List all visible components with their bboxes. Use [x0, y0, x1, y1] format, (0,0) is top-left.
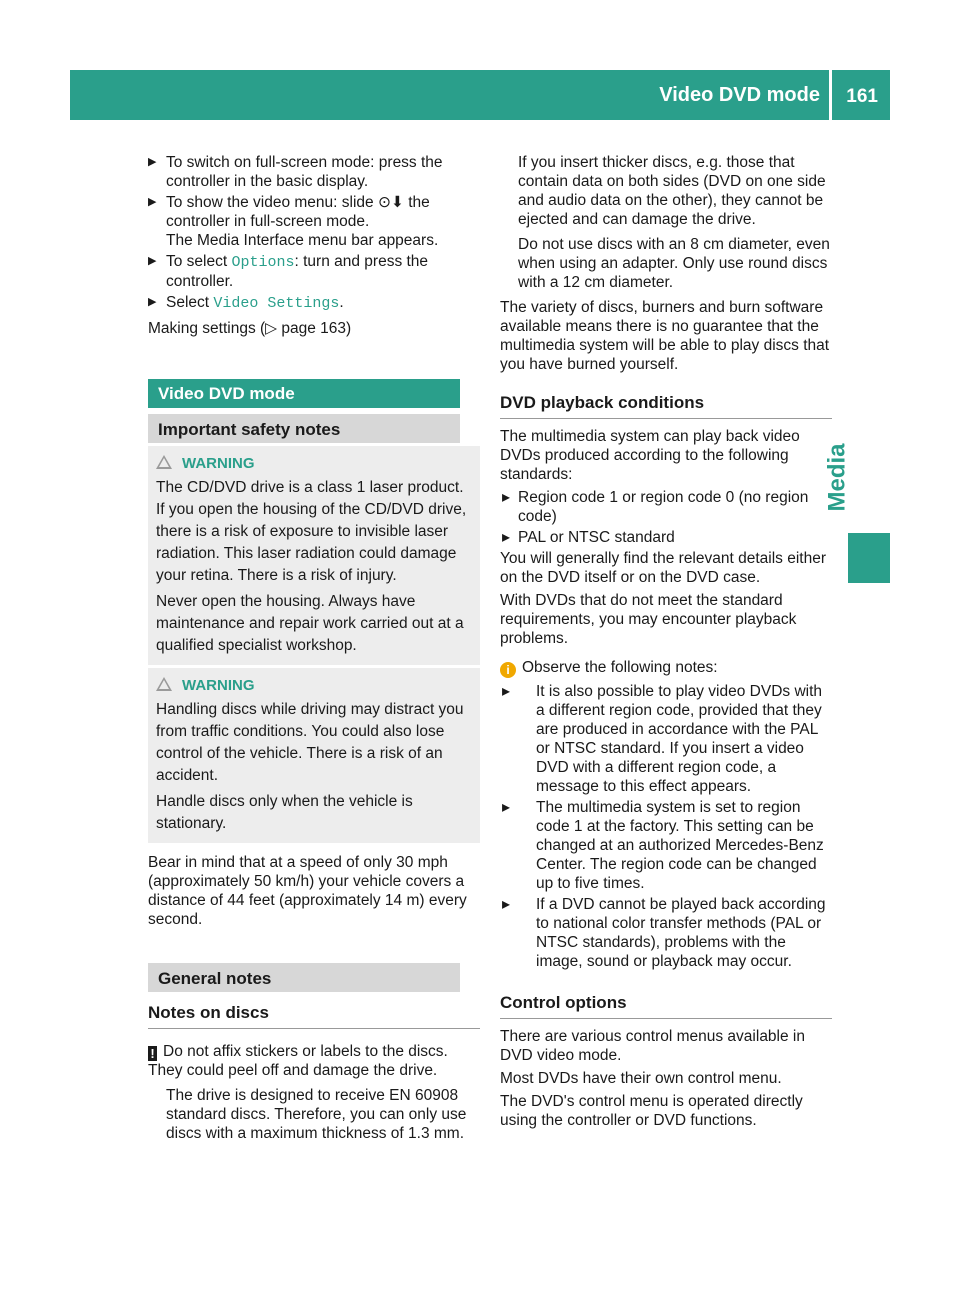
warning-text: Handling discs while driving may distract you from traffic conditions. You could also lose control of the vehicle. There is a risk of an accident.: [156, 701, 464, 784]
warning-label: WARNING: [182, 455, 255, 472]
control-options-heading: Control options: [500, 993, 832, 1019]
warning-icon: [156, 455, 172, 469]
warning-icon: [156, 677, 172, 691]
side-tab-marker: [848, 533, 890, 583]
list-item: ▸ If a DVD cannot be played back according to national color transfer methods (PAL or NTSC standards), problems with the image, sound or playback may occur.: [500, 895, 832, 971]
info-icon: i: [500, 662, 516, 678]
page-number: 161: [846, 86, 878, 107]
playback-conditions: The multimedia system can play back video DVDs produced according to the following standards: ▸ Region code 1 or region code 0 (no region code) ▸ PAL or NTSC standard You will generally find the relevant details either on the DVD itself or on the DVD case. With DVDs that do not meet the standard requirements, you may encounter playback problems. i Observe the following notes: ▸ It is also possible to play video DVDs with a different region code, provided that they are produced in accordance with the PAL or NTSC standard. If you insert a video DVD with a different region code, a message to this effect appears. ▸ The multimedia system is set to region code 1 at the factory. This setting can be changed at an authorized Mercedes-Benz Center. The region code can be changed up to five times. ▸ If a DVD cannot be played back according to national color transfer methods (PAL or NTSC standards), problems with the image, sound or playback may occur.: [500, 427, 832, 973]
speed-note: Bear in mind that at a speed of only 30 mph (approximately 50 km/h) your vehicle covers a distance of 44 feet (approximately 14 m) every second.: [148, 854, 467, 928]
left-column: [148, 153, 480, 338]
video-settings-menu-item: Video Settings: [213, 295, 340, 312]
playback-conditions-heading: DVD playback conditions: [500, 393, 832, 419]
burned-discs-note: The variety of discs, burners and burn software available means there is no guarantee that the multimedia system will be able to play discs that you have burned yourself.: [500, 299, 830, 373]
section-title: Video DVD mode: [148, 379, 460, 408]
warning-box-laser: [148, 446, 480, 665]
side-tab: [823, 420, 885, 540]
discs-note-text: The drive is designed to receive EN 60908 standard discs. Therefore, you can only use discs with a maximum thickness of 1.3 mm.: [166, 1087, 467, 1142]
warning-box-distraction: [148, 668, 480, 843]
disc-diameter-note: Do not use discs with an 8 cm diameter, even when using an adapter. Only use round discs with a 12 cm diameter.: [518, 236, 830, 291]
list-item: ▸ The multimedia system is set to region code 1 at the factory. This setting can be changed at an authorized Mercedes-Benz Center. The region code can be changed up to five times.: [500, 798, 832, 893]
page-header: [70, 70, 890, 120]
discs-notes: ! Do not affix stickers or labels to the discs. They could peel off and damage the drive. The drive is designed to receive EN 60908 standard discs. Therefore, you can only use discs with a maximum thickness of 1.3 mm.: [148, 1042, 480, 1143]
warning-label: WARNING: [182, 677, 255, 694]
caution-icon: !: [148, 1046, 157, 1061]
section-title-bar: [148, 379, 460, 408]
side-tab-label: Media: [823, 443, 851, 512]
warning-text: Never open the housing. Always have maintenance and repair work carried out at a qualified specialist workshop.: [156, 593, 464, 654]
notes-on-discs-heading: Notes on discs: [148, 1003, 480, 1029]
subsection-title-bar: [148, 414, 460, 443]
list-item: ▸ PAL or NTSC standard: [500, 528, 832, 547]
step-select-options: ▶ To select Options: turn and press the controller.: [148, 252, 480, 291]
header-divider: [829, 70, 832, 120]
list-item: ▸ Region code 1 or region code 0 (no region code): [500, 488, 832, 526]
control-options: There are various control menus available in DVD video mode. Most DVDs have their own control menu. The DVD's control menu is operated directly using the controller or DVD functions.: [500, 1028, 805, 1129]
warning-text: The CD/DVD drive is a class 1 laser product. If you open the housing of the CD/DVD drive, there is a risk of exposure to invisible laser radiation. This laser radiation could damage your retina. There is a risk of injury.: [156, 479, 467, 584]
general-notes-title: General notes: [148, 963, 460, 992]
thick-discs-note: If you insert thicker discs, e.g. those that contain data on both sides (DVD on one side and audio data on the other), they cannot be ejected and can damage the drive.: [518, 154, 826, 228]
step-select-video-settings: ▶ Select Video Settings.: [148, 293, 480, 313]
general-notes-bar: [148, 963, 460, 992]
header-title: Video DVD mode: [659, 84, 820, 106]
subsection-title: Important safety notes: [148, 414, 460, 443]
options-menu-item: Options: [231, 254, 295, 271]
step-video-menu: ▶ To show the video menu: slide ⊙⬇ the controller in full-screen mode. The Media Interface menu bar appears.: [148, 193, 480, 250]
page-reference: Making settings (▷ page 163): [148, 320, 352, 337]
right-column: [500, 153, 832, 374]
warning-text: Handle discs only when the vehicle is stationary.: [156, 793, 413, 832]
step-fullscreen: ▶ To switch on full-screen mode: press the controller in the basic display.: [148, 153, 480, 191]
list-item: ▸ It is also possible to play video DVDs with a different region code, provided that they are produced in accordance with the PAL or NTSC standard. If you insert a video DVD with a different region code, a message to this effect appears.: [500, 682, 832, 796]
